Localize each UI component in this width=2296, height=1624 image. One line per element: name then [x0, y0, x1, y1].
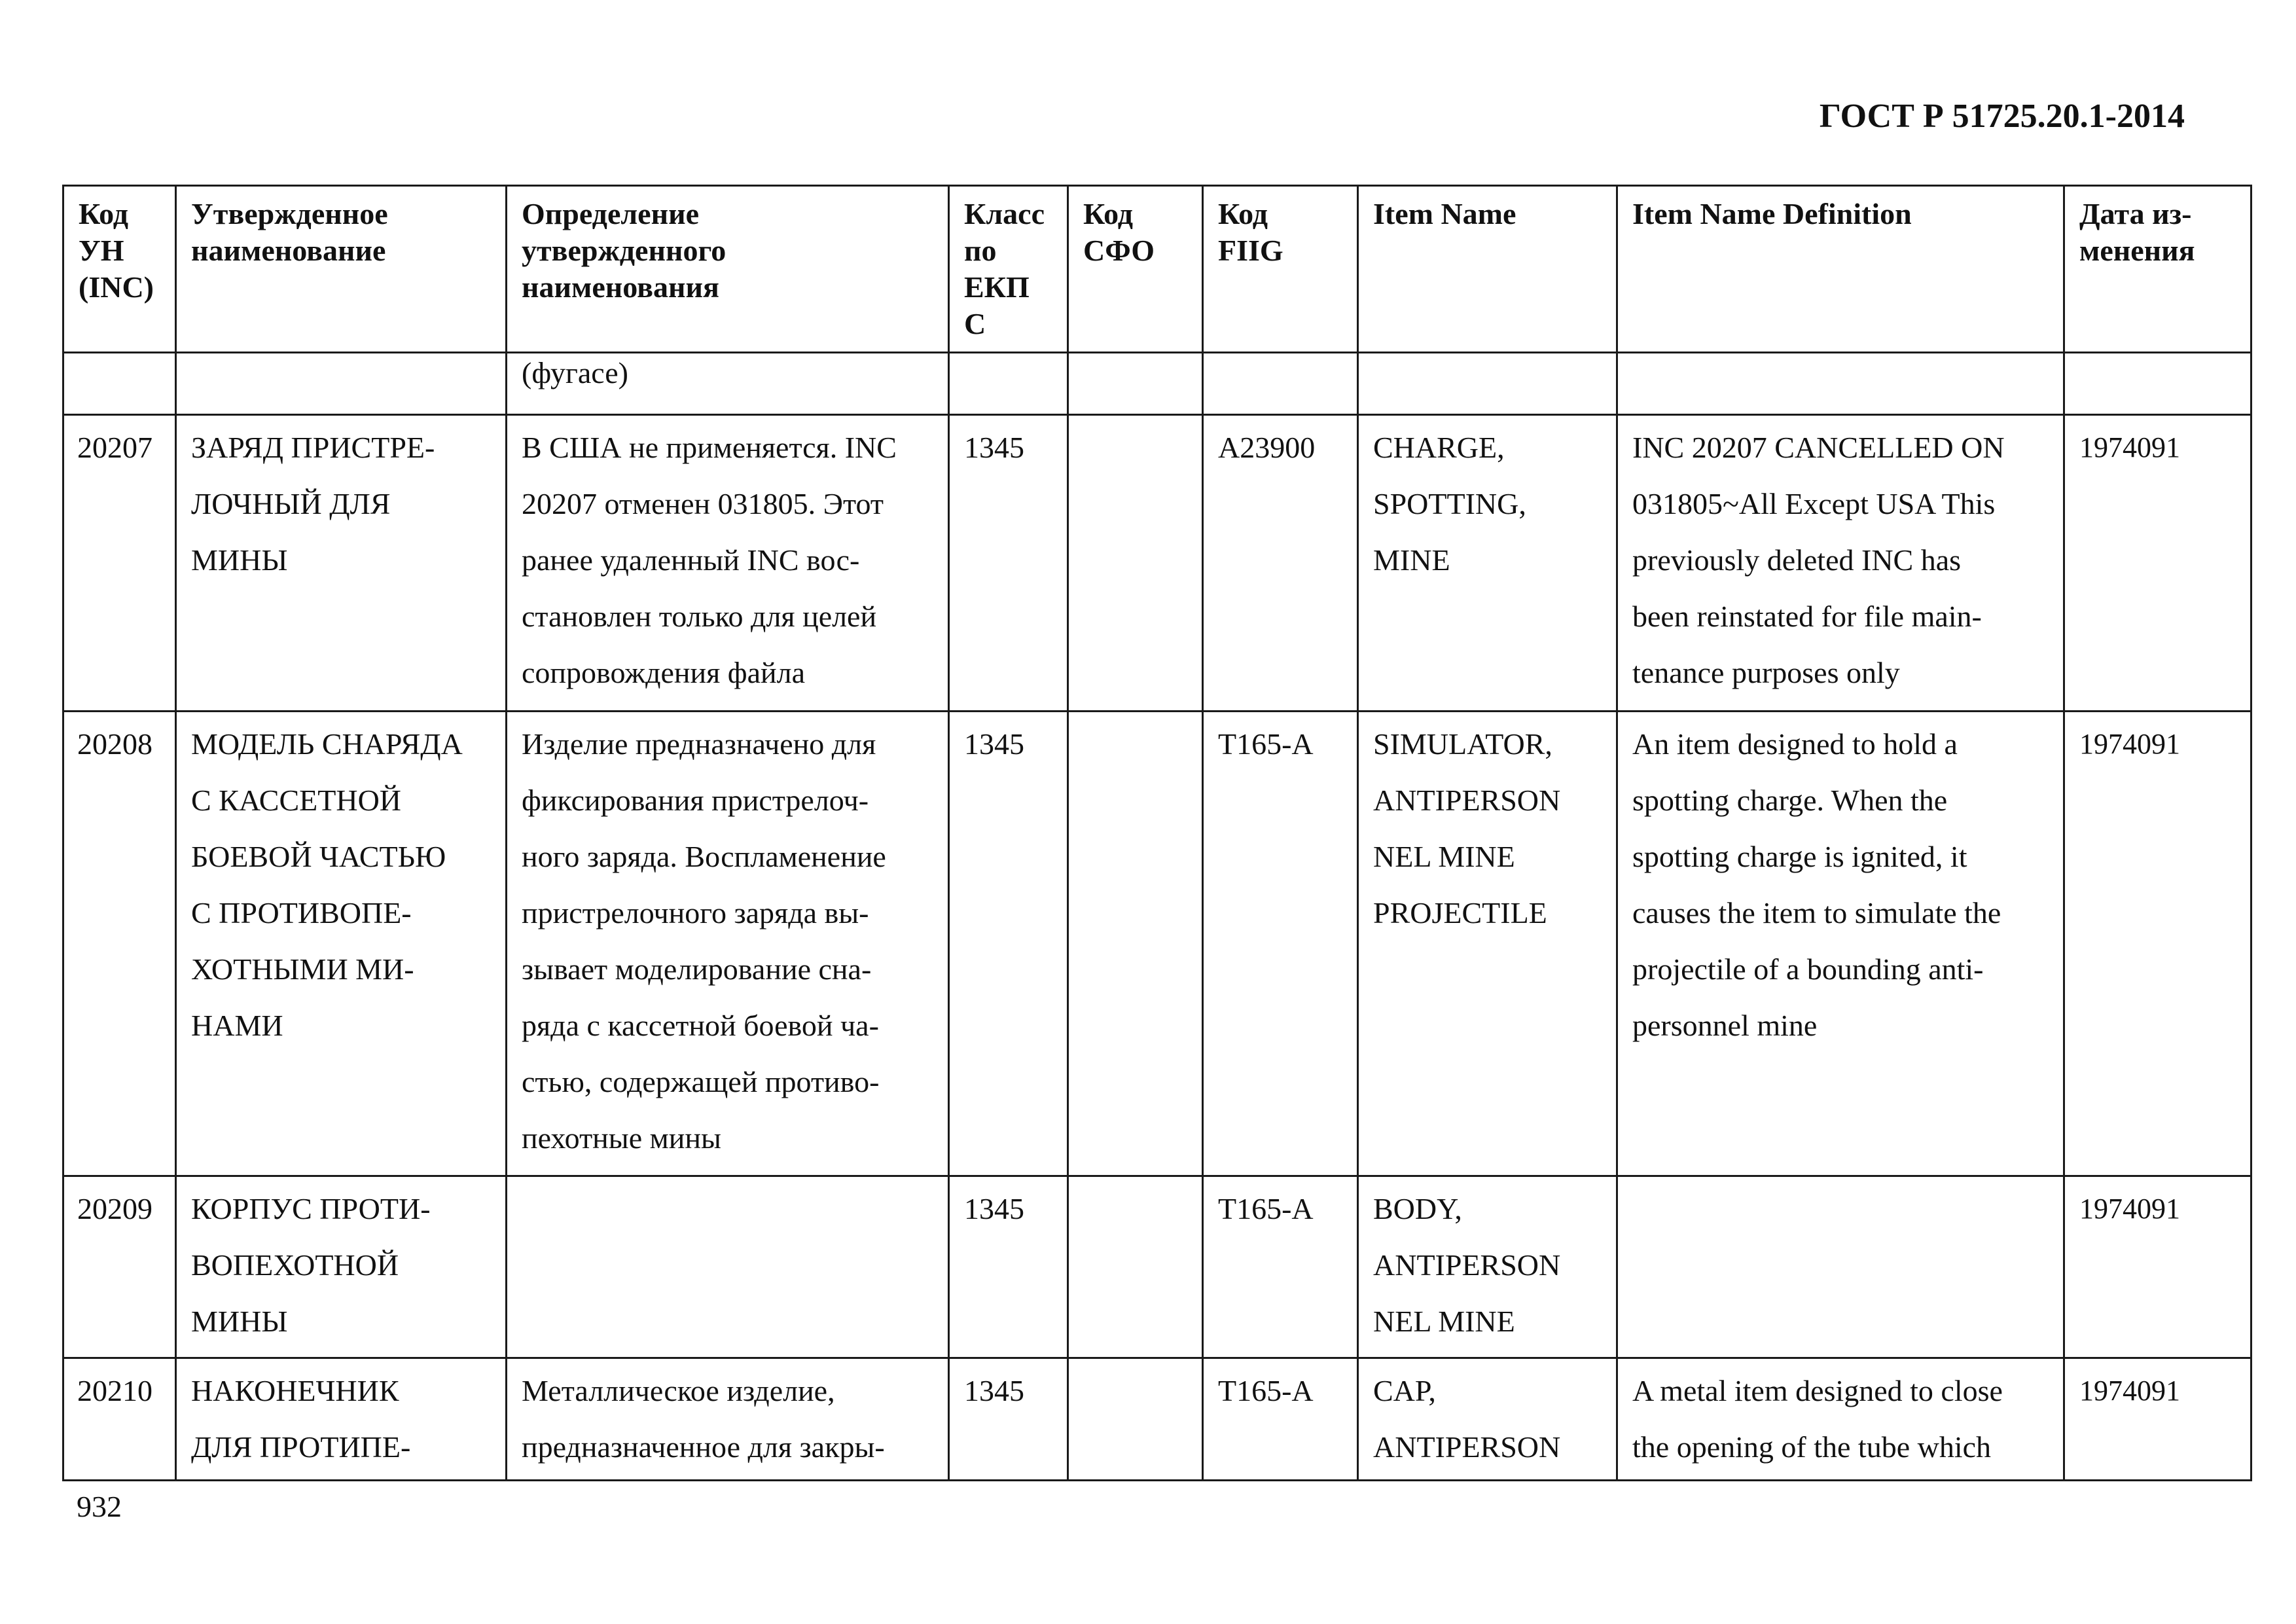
cell-item-definition: A metal item designed to close the opening of the tube which [1617, 1358, 2064, 1481]
cell-inc: 20209 [63, 1176, 176, 1358]
col-header-fiig: Код FIIG [1203, 186, 1358, 353]
col-header-definition: Определение утвержденного наименования [507, 186, 949, 353]
cell-change-date: 1974091 [2064, 1358, 2251, 1481]
cell-definition: Металлическое изделие, предназначенное для закры- [507, 1358, 949, 1481]
cell-change-date: 1974091 [2064, 712, 2251, 1176]
cell-inc: 20207 [63, 415, 176, 712]
cell-item-name: CHARGE, SPOTTING, MINE [1358, 415, 1617, 712]
table-row [63, 415, 2251, 712]
cell-sfo [1068, 712, 1203, 1176]
col-header-inc: Код УН (INC) [63, 186, 176, 353]
col-header-item-name-definition: Item Name Definition [1617, 186, 2064, 353]
page-number: 932 [77, 1490, 122, 1523]
cell-inc: 20208 [63, 712, 176, 1176]
cell-change-date [2064, 353, 2251, 415]
table-row [63, 1358, 2251, 1481]
inc-table [62, 185, 2252, 1481]
col-header-class: Класс по ЕКП С [949, 186, 1068, 353]
cell-item-definition [1617, 1176, 2064, 1358]
cell-definition: В США не применяется. INC 20207 отменен 031805. Этот ранее удаленный INC вос- становлен только для целей сопровождения файла [507, 415, 949, 712]
cell-item-name [1358, 353, 1617, 415]
cell-approved-name: ЗАРЯД ПРИСТРЕ- ЛОЧНЫЙ ДЛЯ МИНЫ [176, 415, 507, 712]
cell-class: 1345 [949, 1176, 1068, 1358]
cell-item-name: SIMULATOR, ANTIPERSON NEL MINE PROJECTILE [1358, 712, 1617, 1176]
cell-approved-name: МОДЕЛЬ СНАРЯДА С КАССЕТНОЙ БОЕВОЙ ЧАСТЬЮ С ПРОТИВОПЕ- ХОТНЫМИ МИ- НАМИ [176, 712, 507, 1176]
table-row [63, 353, 2251, 415]
cell-sfo [1068, 415, 1203, 712]
cell-fiig [1203, 353, 1358, 415]
col-header-sfo: Код СФО [1068, 186, 1203, 353]
cell-definition [507, 1176, 949, 1358]
col-header-approved-name: Утвержденное наименование [176, 186, 507, 353]
cell-fiig: T165-A [1203, 1176, 1358, 1358]
cell-definition: Изделие предназначено для фиксирования пристрелоч- ного заряда. Воспламенение пристрелочного заряда вы- зывает моделирование сна- ряда с кассетной боевой ча- стью, содержащей противо- пехотные мины [507, 712, 949, 1176]
col-header-item-name: Item Name [1358, 186, 1617, 353]
cell-approved-name: НАКОНЕЧНИК ДЛЯ ПРОТИПЕ- [176, 1358, 507, 1481]
cell-fiig: T165-A [1203, 1358, 1358, 1481]
cell-class [949, 353, 1068, 415]
cell-item-name: CAP, ANTIPERSON [1358, 1358, 1617, 1481]
cell-class: 1345 [949, 1358, 1068, 1481]
cell-fiig: T165-A [1203, 712, 1358, 1176]
cell-approved-name [176, 353, 507, 415]
cell-item-name: BODY, ANTIPERSON NEL MINE [1358, 1176, 1617, 1358]
table-row [63, 712, 2251, 1176]
cell-item-definition: An item designed to hold a spotting charge. When the spotting charge is ignited, it causes the item to simulate the projectile of a bounding anti- personnel mine [1617, 712, 2064, 1176]
cell-sfo [1068, 353, 1203, 415]
document-title: ГОСТ Р 51725.20.1-2014 [1819, 98, 2185, 135]
cell-change-date: 1974091 [2064, 1176, 2251, 1358]
table-row [63, 1176, 2251, 1358]
cell-class: 1345 [949, 415, 1068, 712]
cell-fiig: A23900 [1203, 415, 1358, 712]
table-header-row [63, 186, 2251, 353]
cell-inc: 20210 [63, 1358, 176, 1481]
cell-inc [63, 353, 176, 415]
cell-item-definition: INC 20207 CANCELLED ON 031805~All Except USA This previously deleted INC has been reinstated for file main- tenance purposes only [1617, 415, 2064, 712]
cell-change-date: 1974091 [2064, 415, 2251, 712]
col-header-change-date: Дата из- менения [2064, 186, 2251, 353]
cell-sfo [1068, 1358, 1203, 1481]
cell-definition: (фугасе) [507, 353, 949, 415]
cell-class: 1345 [949, 712, 1068, 1176]
cell-item-definition [1617, 353, 2064, 415]
cell-approved-name: КОРПУС ПРОТИ- ВОПЕХОТНОЙ МИНЫ [176, 1176, 507, 1358]
cell-sfo [1068, 1176, 1203, 1358]
